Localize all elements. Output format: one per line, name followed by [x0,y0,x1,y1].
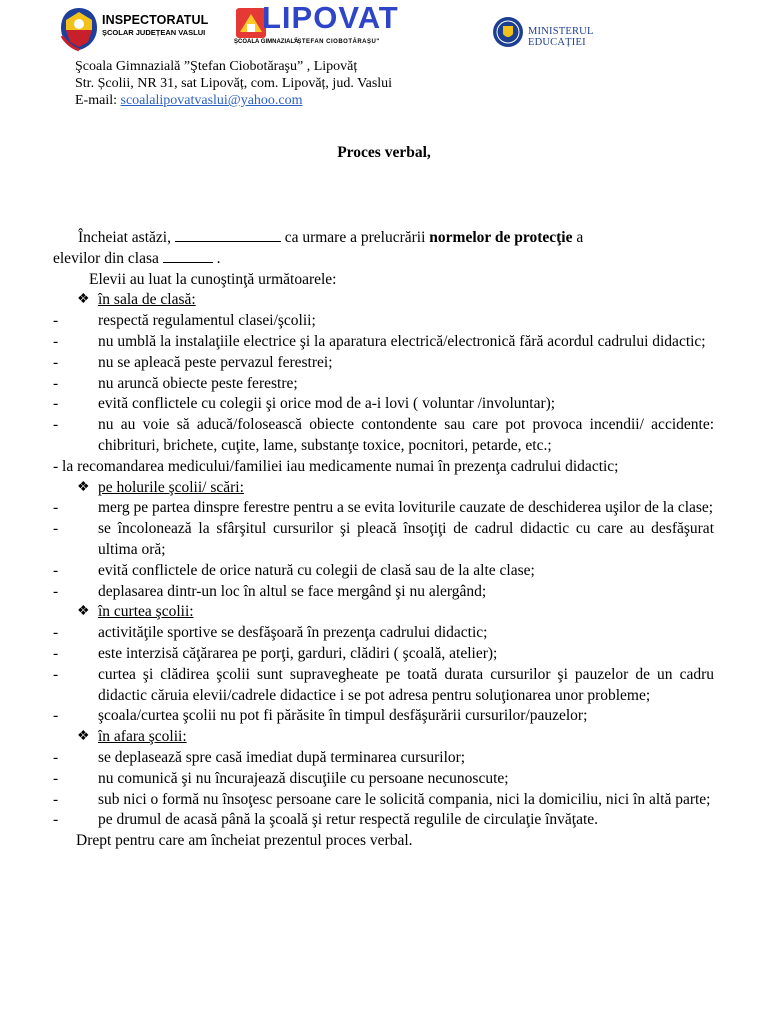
intro-text-b: ca urmare a prelucrării [284,229,426,246]
dash-bullet: - [53,790,59,808]
dash-bullet: - [53,624,59,642]
dash-bullet: - [53,769,59,787]
intro-text-a: Încheiat astăzi, [78,229,171,246]
dash-bullet: - [53,748,59,766]
inspectorat-title: INSPECTORATUL [102,13,209,27]
list-item [53,498,714,519]
inspectorat-subtitle: ȘCOLAR JUDEȚEAN VASLUI [102,27,206,37]
dash-bullet: - [53,707,59,725]
list-item [53,311,714,332]
diamond-bullet-icon: ❖ [77,479,90,495]
dash-bullet: - [53,312,59,330]
email-link[interactable]: scoalalipovatvaslui@yahoo.com [120,93,303,108]
inspectorat-logo [58,6,208,52]
email-label: E-mail: [75,93,121,108]
date-blank [175,227,281,242]
dash-bullet: - [53,582,59,600]
list-item-text: se încolonează la sfârşitul cursurilor şi pleacă însoţiţi de cadrul didactic cu care au desfăşurat ultima oră; [98,520,714,558]
list-item [53,790,714,811]
section-heading-text: în afara şcolii: [98,728,187,746]
dash-bullet: - [53,520,59,538]
section-heading [53,290,714,311]
section-heading-text: pe holurile şcolii/ scări: [98,478,244,496]
address-line-2: Str. Școlii, NR 31, sat Lipovăț, com. Lipovăț, jud. Vaslui [75,76,393,91]
list-item [53,748,714,769]
ministry-name: MINISTERUL EDUCAȚIEI [528,26,594,48]
dash-bullet: - [53,665,59,683]
dash-bullet: - [53,395,59,413]
list-item-text: nu se apleacă peste pervazul ferestrei; [98,353,333,371]
list-item [53,665,714,707]
crest-icon [58,6,100,52]
school-logo-sub1: ȘCOALA GIMNAZIALĂ [234,39,299,45]
intro-text-e: . [216,249,221,267]
school-logo-text: LIPOVAT [262,0,399,35]
diamond-bullet-icon: ❖ [77,729,90,745]
dash-bullet: - [53,561,59,579]
closing-line: Drept pentru care am încheiat prezentul proces verbal. [76,832,413,850]
list-item-text: se deplasează spre casă imediat după terminarea cursurilor; [98,748,466,766]
list-item [53,623,714,644]
list-item [53,415,714,457]
dash-bullet: - [53,644,59,662]
dash-bullet: - [53,416,59,434]
list-item [53,644,714,665]
ministry-logo [492,16,652,50]
list-item-text: nu aruncă obiecte peste ferestre; [98,374,298,392]
list-item-text: evită conflictele de orice natură cu colegii de clasă sau de la alte clase; [98,561,535,579]
intro-paragraph-2 [53,248,714,270]
list-item [53,769,714,790]
intro-text-c: a [576,229,584,246]
list-item-text: nu au voie să aducă/folosească obiecte contondente sau care pot provoca incendii/ accidente: chibrituri, brichete, cuţite, lame, substanţe toxice, pocnitori, petarde, etc.; [98,416,714,454]
section-heading [53,478,714,499]
ministry-seal-icon [492,16,524,48]
list-item-text: merg pe partea dinspre ferestre pentru a se evita loviturile cauzate de deschiderea uşilor de la clase; [98,499,714,517]
section-heading [53,602,714,623]
document-title: Proces verbal, [337,144,431,161]
address-line-1: Şcoala Gimnazială ”Ştefan Ciobotăraşu” , Lipovăț [75,59,358,74]
list-item-text: activităţile sportive se desfăşoară în prezenţa cadrului didactic; [98,624,488,642]
list-item-text: evită conflictele cu colegii şi orice mod de a-i lovi ( voluntar /involuntar); [98,395,556,413]
list-item-text: şcoala/curtea şcolii nu pot fi părăsite în timpul desfăşurării cursurilor/pauzelor; [98,707,588,725]
list-item-text: respectă regulamentul clasei/şcolii; [98,312,316,330]
list-item-free: - la recomandarea medicului/familiei iau medicamente numai în prezenţa cadrului didactic; [53,457,619,475]
dash-bullet: - [53,811,59,829]
dash-bullet: - [53,353,59,371]
section-heading-text: în curtea şcolii: [98,603,194,621]
intro-heading: Elevii au luat la cunoştinţă următoarele: [89,270,337,288]
intro-text-d: elevilor din clasa [53,249,159,267]
list-item [53,332,714,353]
class-blank [163,248,213,263]
section-heading-text: în sala de clasă: [98,291,196,309]
list-item-text: curtea şi clădirea şcolii sunt supravegheate pe toată durata cursurilor şi pauzelor de un cadru didactic căruia elevii/cadrele didactice i se pot adresa pentru soluţionarea unor probleme; [98,665,714,704]
diamond-bullet-icon: ❖ [77,604,90,620]
list-item [53,519,714,561]
list-item-text: nu comunică şi nu încurajează discuţiile cu persoane necunoscute; [98,769,509,787]
list-item [53,582,714,603]
school-address [75,58,392,109]
rules-sections [53,290,714,831]
section-heading [53,727,714,748]
list-item-text: este interzisă căţărarea pe porţi, garduri, clădiri ( şcoală, atelier); [98,644,498,662]
intro-paragraph [53,227,714,249]
list-item [53,394,714,415]
document-body [53,227,714,852]
email-line [75,92,392,109]
list-item-text: nu umblă la instalaţiile electrice şi la aparatura electrică/electronică fără acordul cadrului didactic; [98,332,706,350]
list-item [53,810,714,831]
dash-bullet: - [53,499,59,517]
school-logo [234,0,404,48]
list-item [53,353,714,374]
intro-bold: normelor de protecţie [429,229,573,246]
list-item [53,374,714,395]
list-item [53,561,714,582]
list-item-text: deplasarea dintr-un loc în altul se face mergând şi nu alergând; [98,582,487,600]
diamond-bullet-icon: ❖ [77,292,90,308]
list-item-text: pe drumul de acasă până la şcoală şi retur respectă regulile de circulaţie învăţate. [98,811,599,829]
school-logo-sub2: "ȘTEFAN CIOBOTĂRAȘU" [294,39,380,45]
dash-bullet: - [53,332,59,350]
dash-bullet: - [53,374,59,392]
list-item-text: sub nici o formă nu însoţesc persoane care le solicită compania, nici la domiciliu, nici în altă parte; [98,790,711,808]
list-item [53,706,714,727]
